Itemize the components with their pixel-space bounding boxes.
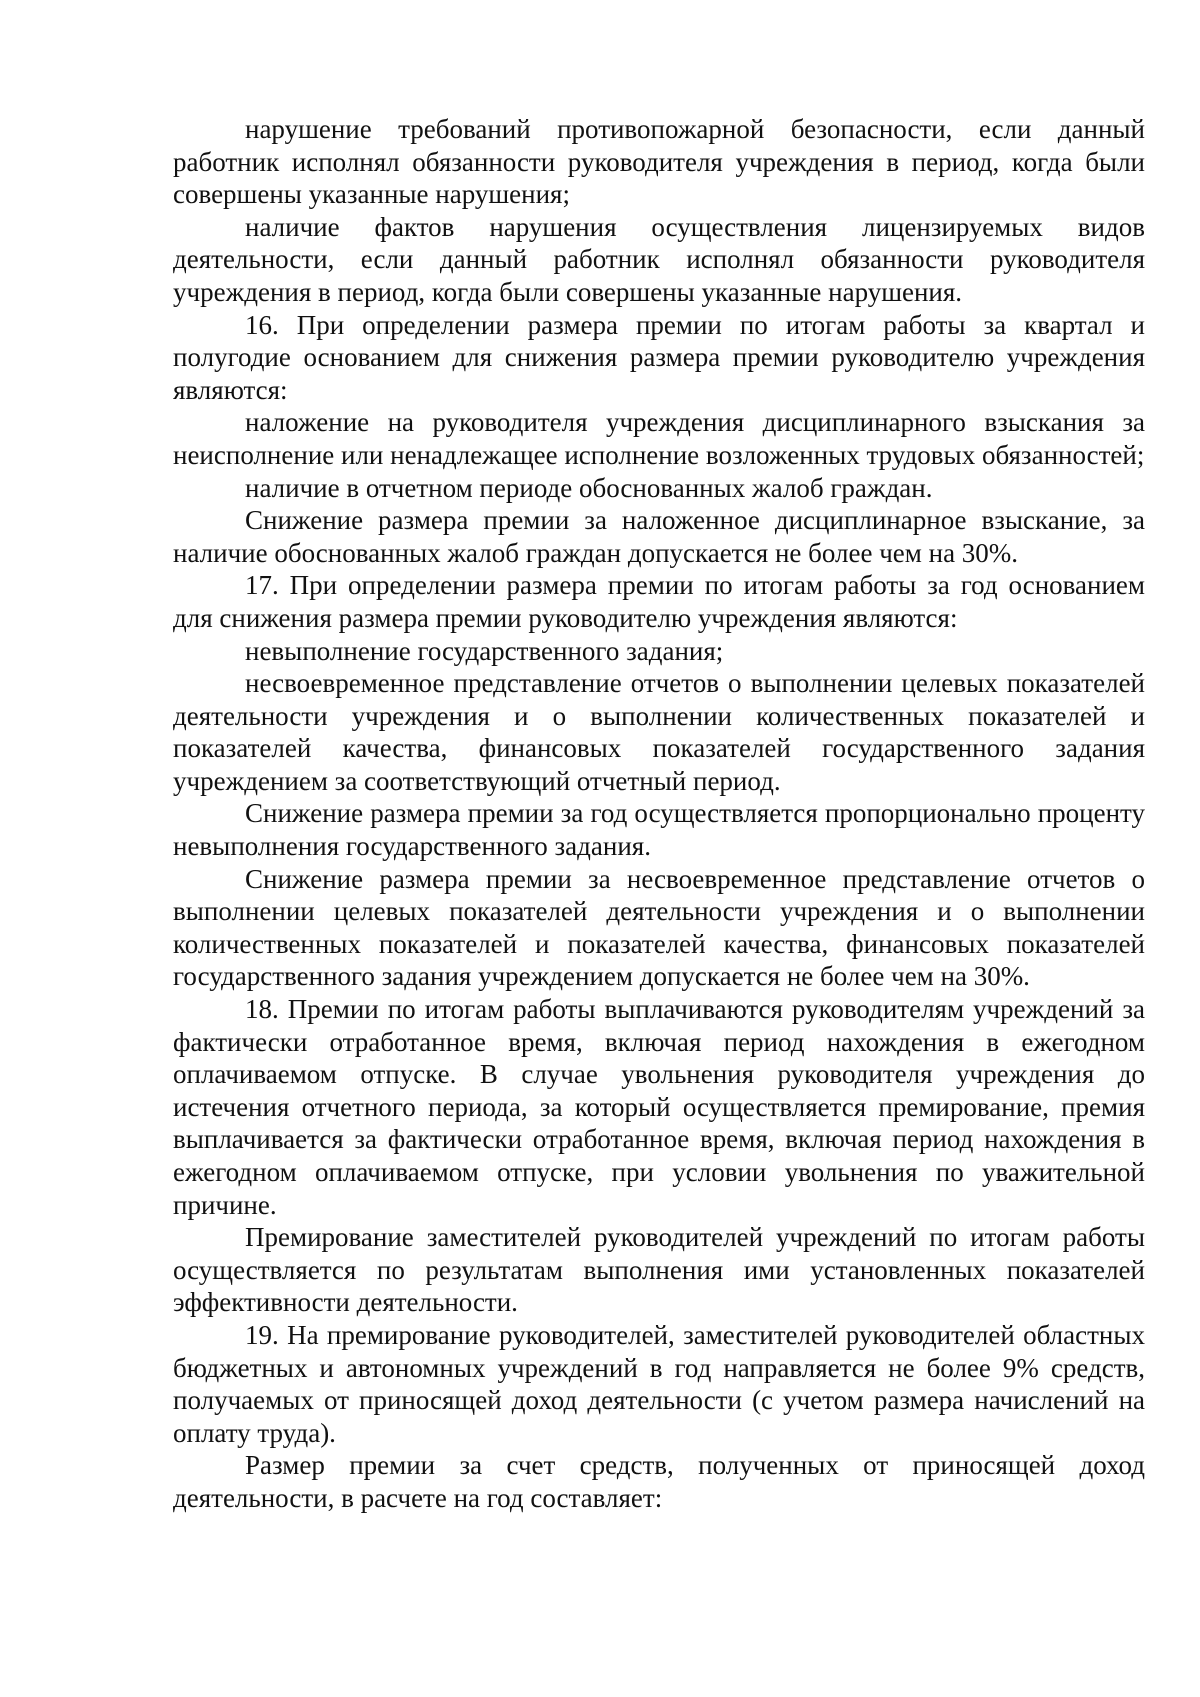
paragraph-clause-16: 16. При определении размера премии по итогам работы за квартал и полугодие основанием для снижения размера премии руководителю учреждения являются:	[173, 309, 1145, 405]
paragraph-bonus-amount: Размер премии за счет средств, полученных от приносящей доход деятельности, в расчете на год составляет:	[173, 1450, 1145, 1513]
paragraph-reduction-limit-30: Снижение размера премии за наложенное дисциплинарное взыскание, за наличие обоснованных жалоб граждан допускается не более чем на 30%.	[173, 505, 1145, 568]
document-body	[173, 113, 1145, 1515]
paragraph-clause-18: 18. Премии по итогам работы выплачиваются руководителям учреждений за фактически отработанное время, включая период нахождения в ежегодном оплачиваемом отпуске. В случае увольнения руководителя учреждения до истечения отчетного периода, за который осуществляется премирование, премия выплачивается за фактически отработанное время, включая период нахождения в ежегодном оплачиваемом отпуске, при условии увольнения по уважительной причине.	[173, 994, 1145, 1220]
paragraph-late-reports: несвоевременное представление отчетов о выполнении целевых показателей деятельности учреждения и о выполнении количественных показателей и показателей качества, финансовых показателей государственного задания учреждением за соответствующий отчетный период.	[173, 668, 1145, 796]
paragraph-licensing-violations: наличие фактов нарушения осуществления лицензируемых видов деятельности, если данный работник исполнял обязанности руководителя учреждения в период, когда были совершены указанные нарушения.	[173, 211, 1145, 307]
paragraph-proportional-reduction: Снижение размера премии за год осуществляется пропорционально проценту невыполнения государственного задания.	[173, 798, 1145, 862]
paragraph-fire-safety: нарушение требований противопожарной безопасности, если данный работник исполнял обязанности руководителя учреждения в период, когда были совершены указанные нарушения;	[173, 114, 1145, 210]
paragraph-deputies-bonus: Премирование заместителей руководителей учреждений по итогам работы осуществляется по результатам выполнения ими установленных показателей эффективности деятельности.	[173, 1222, 1145, 1318]
paragraph-late-reports-reduction: Снижение размера премии за несвоевременное представление отчетов о выполнении целевых показателей деятельности учреждения и о выполнении количественных показателей и показателей качества, финансовых показателей государственного задания учреждением допускается не более чем на 30%.	[173, 863, 1145, 992]
paragraph-clause-17: 17. При определении размера премии по итогам работы за год основанием для снижения размера премии руководителю учреждения являются:	[173, 570, 1145, 633]
paragraph-disciplinary-penalty: наложение на руководителя учреждения дисциплинарного взыскания за неисполнение или ненадлежащее исполнение возложенных трудовых обязанностей;	[173, 407, 1145, 470]
paragraph-clause-19: 19. На премирование руководителей, заместителей руководителей областных бюджетных и автономных учреждений в год направляется не более 9% средств, получаемых от приносящей доход деятельности (с учетом размера начислений на оплату труда).	[173, 1319, 1145, 1448]
paragraph-state-task-failure: невыполнение государственного задания;	[245, 635, 724, 666]
paragraph-citizen-complaints: наличие в отчетном периоде обоснованных жалоб граждан.	[245, 472, 933, 503]
